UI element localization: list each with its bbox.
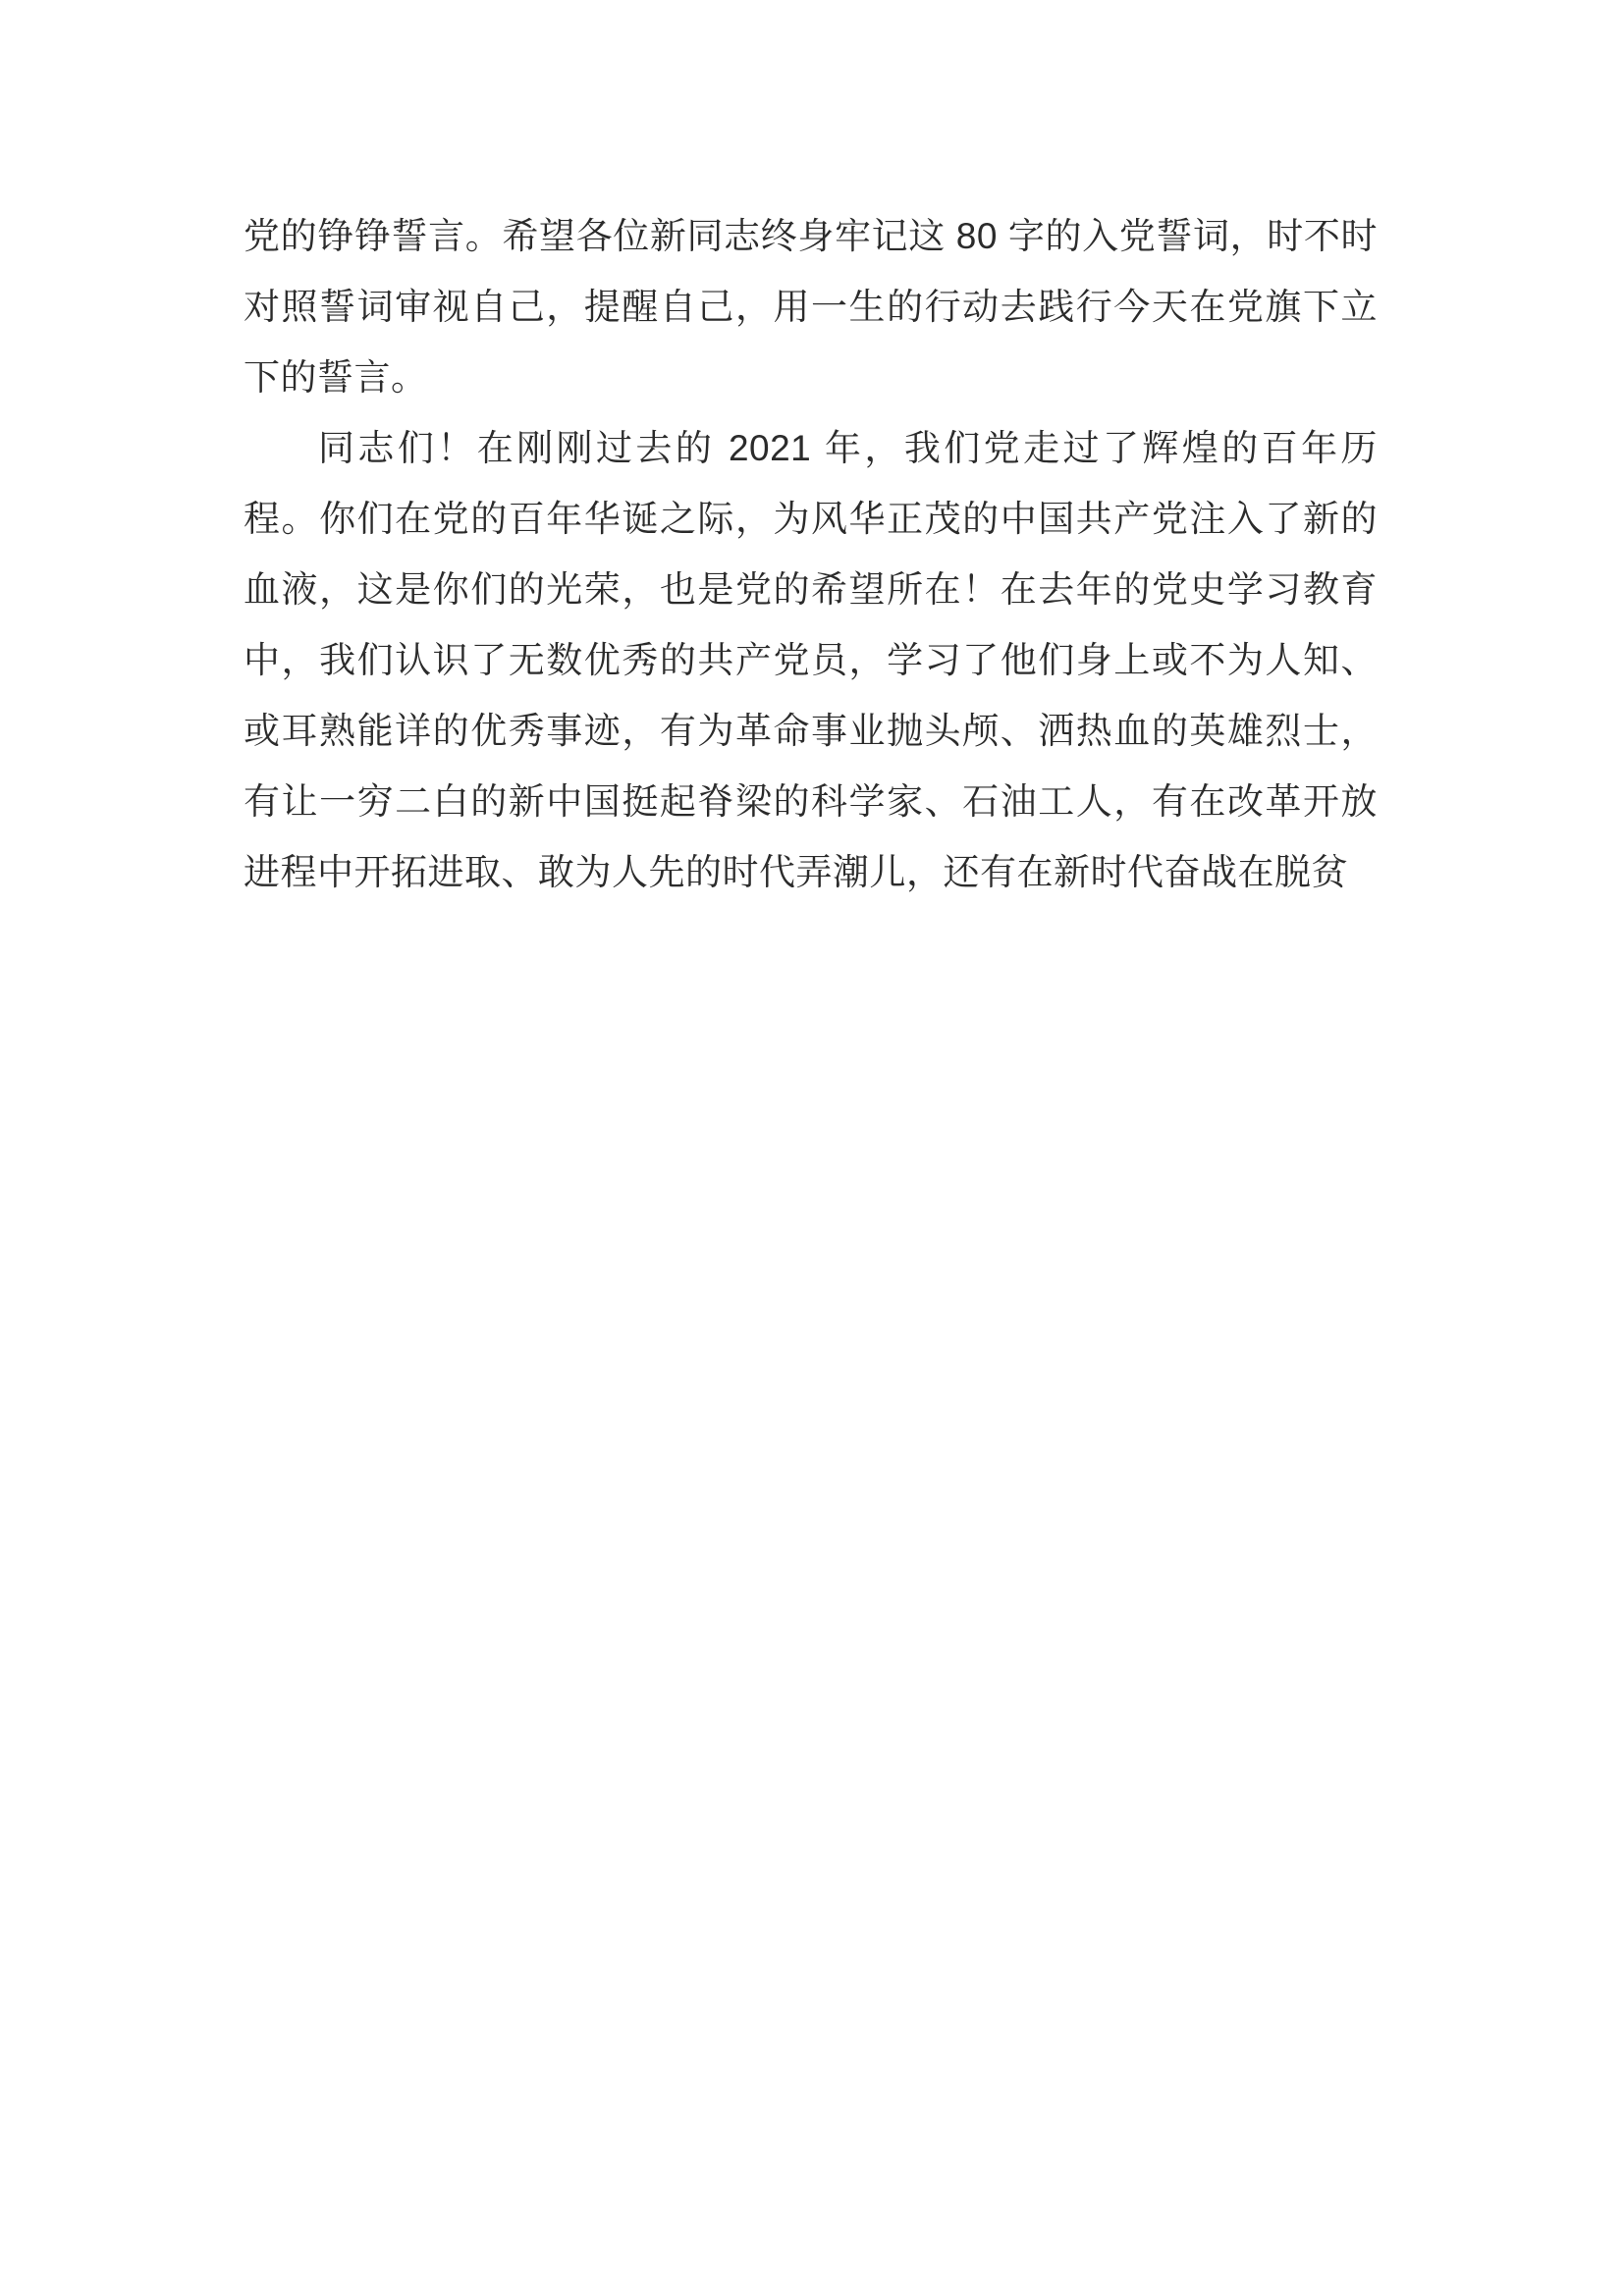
paragraph-1: 党的铮铮誓言。希望各位新同志终身牢记这 80 字的入党誓词，时不时对照誓词审视自己，提醒自己，用一生的行动去践行今天在党旗下立下的誓言。 xyxy=(244,216,1378,398)
document-text-body xyxy=(244,201,1378,908)
paragraph-2: 同志们！在刚刚过去的 2021 年，我们党走过了辉煌的百年历程。你们在党的百年华诞之际，为风华正茂的中国共产党注入了新的血液，这是你们的光荣，也是党的希望所在！在去年的党史学习教育中，我们认识了无数优秀的共产党员，学习了他们身上或不为人知、或耳熟能详的优秀事迹，有为革命事业抛头颅、洒热血的英雄烈士，有让一穷二白的新中国挺起脊梁的科学家、石油工人，有在改革开放进程中开拓进取、敢为人先的时代弄潮儿，还有在新时代奋战在脱贫 xyxy=(244,428,1378,892)
